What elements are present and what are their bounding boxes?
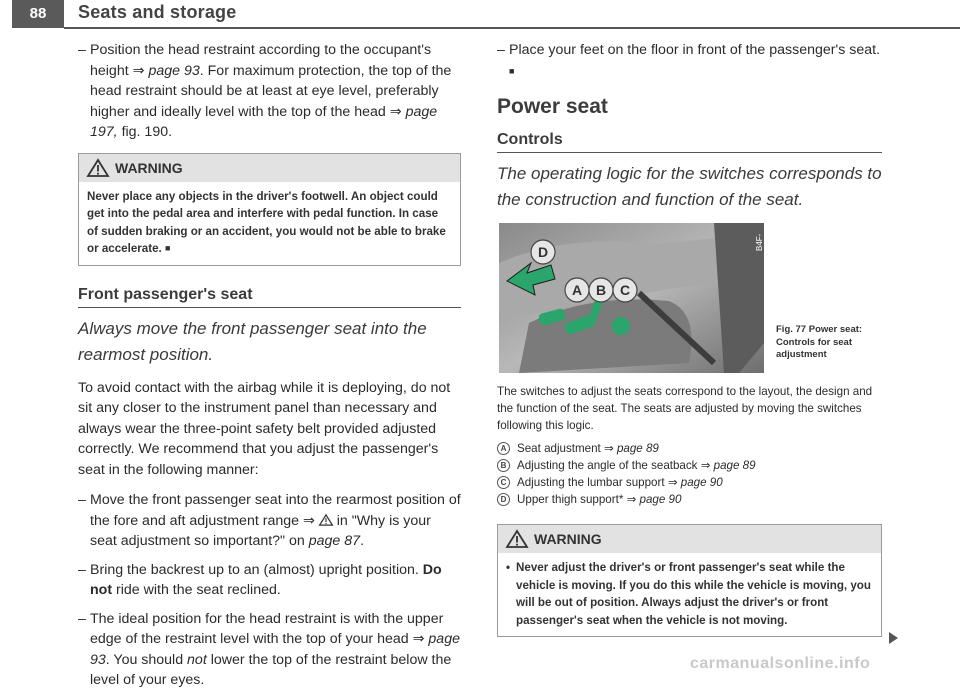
section-lead: Always move the front passenger seat into the rearmost position. — [78, 318, 427, 364]
callout-c-marker: C — [497, 476, 510, 489]
list-item: – Place your feet on the floor in front of the passenger's seat. ■ — [497, 40, 882, 81]
callout-d: D — [537, 244, 549, 260]
next-page-arrow-icon[interactable] — [889, 632, 898, 644]
body-paragraph: To avoid contact with the airbag while it is deploying, do not sit any closer to the instrument panel than necessary and always wear the three-point safety belt provided adjusted correctly. We recommend that you adjust the passenger's seat in the following manner: — [78, 379, 451, 478]
callout-c: C — [619, 282, 631, 298]
callout-d-marker: D — [497, 493, 510, 506]
header-rule — [64, 27, 960, 29]
list-item: C Adjusting the lumbar support ⇒ page 90 — [497, 474, 882, 491]
left-column — [78, 40, 461, 699]
page-ref[interactable]: page 89 — [713, 459, 756, 472]
warning-box — [497, 524, 882, 637]
right-column — [497, 40, 882, 637]
list-item: A Seat adjustment ⇒ page 89 — [497, 440, 882, 457]
list-item: B Adjusting the angle of the seatback ⇒ page 89 — [497, 457, 882, 474]
page-header — [0, 0, 960, 30]
warning-box — [78, 153, 461, 266]
warning-text: • Never adjust the driver's or front passenger's seat while the vehicle is moving. If you do this while the vehicle is moving, you will be out of position. Always adjust the driver's or front passenger's seat when the vehicle is not moving. — [506, 561, 871, 627]
callout-b-marker: B — [497, 459, 510, 472]
figure-77 — [497, 223, 882, 373]
subsection-title-controls: Controls — [497, 131, 882, 153]
warning-header — [79, 154, 460, 182]
page-ref[interactable]: page 197, — [90, 103, 438, 140]
warning-triangle-icon — [319, 514, 333, 526]
section-title-power-seat: Power seat — [497, 95, 608, 118]
warning-title: WARNING — [115, 159, 183, 176]
page-ref[interactable]: page 90 — [639, 493, 682, 506]
warning-triangle-icon — [506, 530, 528, 548]
list-item: – The ideal position for the head restraint is with the upper edge of the restraint level with the top of your head ⇒ page 93. You should not lower the top of the restraint below the level of your eyes. — [78, 609, 461, 691]
page-ref[interactable]: page 90 — [680, 476, 723, 489]
body-paragraph: The switches to adjust the seats correspond to the layout, the design and the function of the seat. The seats are adjusted by moving the switches following this logic. — [497, 385, 873, 432]
warning-text: Never place any objects in the driver's footwell. An object could get into the pedal area and interfere with pedal function. In case of sudden braking or an accident, you would not be able to brake or accelerate. ■ — [87, 189, 446, 255]
seat-controls-illustration — [499, 223, 764, 373]
bullet-dot: • — [506, 561, 511, 574]
list-item: – Bring the backrest up to an (almost) upright position. Do not ride with the seat reclined. — [78, 560, 461, 601]
callout-a-marker: A — [497, 442, 510, 455]
page-ref[interactable]: page 93 — [90, 631, 460, 668]
watermark: carmanualsonline.info — [690, 655, 871, 672]
figure-id: B4F-2033 — [755, 233, 773, 251]
callout-a: A — [571, 282, 583, 298]
list-item: D Upper thigh support* ⇒ page 90 — [497, 491, 882, 508]
section-lead: The operating logic for the switches corresponds to the construction and function of the seat. — [497, 164, 882, 209]
page-ref[interactable]: page 89 — [616, 442, 659, 455]
page-number: 88 — [12, 0, 64, 28]
seat-controls-photo — [499, 223, 773, 373]
warning-title: WARNING — [534, 531, 602, 547]
head-restraint-bullet: – Position the head restraint according to the occupant's height ⇒ page 93. For maximum protection, the top of the head restraint should be at least at eye level, preferably higher and ideally level with the top of the head ⇒ page 197, fig. 190. — [78, 40, 461, 143]
section-title-front-passenger: Front passenger's seat — [78, 286, 461, 308]
list-item: – Move the front passenger seat into the rearmost position of the fore and aft adjustment range ⇒ in "Why is your seat adjustment so important?" on page 87. — [78, 490, 461, 552]
callout-b: B — [595, 282, 607, 298]
warning-header — [498, 525, 881, 553]
chapter-title: Seats and storage — [78, 2, 237, 22]
page-ref[interactable]: page 87 — [308, 533, 361, 549]
figure-caption: Fig. 77 Power seat: Controls for seat adjustment — [776, 324, 863, 360]
page-ref[interactable]: page 93 — [148, 62, 200, 79]
warning-triangle-icon — [87, 159, 109, 177]
